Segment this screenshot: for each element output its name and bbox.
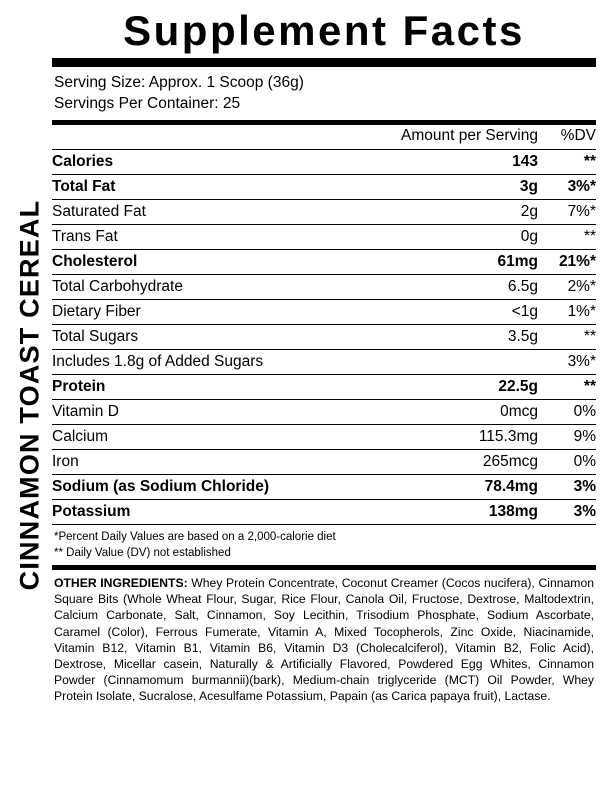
row-dv: 3%* xyxy=(538,174,596,199)
row-name: Iron xyxy=(52,449,350,474)
row-amount: 138mg xyxy=(350,499,538,524)
row-amount: <1g xyxy=(350,299,538,324)
header-amount: Amount per Serving xyxy=(350,125,538,150)
row-name: Trans Fat xyxy=(52,224,350,249)
row-amount xyxy=(350,349,538,374)
row-amount: 265mcg xyxy=(350,449,538,474)
row-name: Protein xyxy=(52,374,350,399)
row-amount: 78.4mg xyxy=(350,474,538,499)
row-dv: ** xyxy=(538,149,596,174)
row-dv: 3% xyxy=(538,474,596,499)
table-header-row xyxy=(52,125,596,150)
other-ingredients-label: OTHER INGREDIENTS: xyxy=(54,576,188,591)
row-amount: 0g xyxy=(350,224,538,249)
row-dv: 3%* xyxy=(538,349,596,374)
table-row xyxy=(52,249,596,274)
table-row xyxy=(52,199,596,224)
row-name: Total Carbohydrate xyxy=(52,274,350,299)
footnote-dv-not-established: ** Daily Value (DV) not established xyxy=(54,546,231,559)
row-amount: 22.5g xyxy=(350,374,538,399)
row-name: Cholesterol xyxy=(52,249,350,274)
row-name: Dietary Fiber xyxy=(52,299,350,324)
servings-per-container: Servings Per Container: 25 xyxy=(54,95,241,113)
row-amount: 61mg xyxy=(350,249,538,274)
row-dv: ** xyxy=(538,224,596,249)
row-name: Calcium xyxy=(52,424,350,449)
serving-size: Serving Size: Approx. 1 Scoop (36g) xyxy=(54,73,304,91)
facts-panel xyxy=(52,8,596,782)
table-row xyxy=(52,424,596,449)
footnote-daily-value: *Percent Daily Values are based on a 2,000-calorie diet xyxy=(54,530,336,543)
table-row xyxy=(52,324,596,349)
table-row xyxy=(52,149,596,174)
footnotes xyxy=(52,525,596,566)
row-dv: 7%* xyxy=(538,199,596,224)
row-dv: ** xyxy=(538,374,596,399)
table-row xyxy=(52,299,596,324)
table-row xyxy=(52,349,596,374)
row-name: Total Sugars xyxy=(52,324,350,349)
table-row xyxy=(52,474,596,499)
row-amount: 0mcg xyxy=(350,399,538,424)
row-dv: 9% xyxy=(538,424,596,449)
row-amount: 3g xyxy=(350,174,538,199)
product-name-text: CINNAMON TOAST CEREAL xyxy=(14,199,45,591)
other-ingredients-text: Whey Protein Concentrate, Coconut Creamer (Cocos nucifera), Cinnamon Square Bits (Whole Wheat Flour, Sugar, Rice Flour, Canola Oil, Fructose, Dextrose, Maltodextrin, Calcium Carbonate, Salt, Cinnamon, Soy Lecithin, Trisodium Phosphate, Sodium Ascorbate, Caramel (Color), Ferrous Fumerate, Vitamin A, Mixed Tocopherols, Zinc Oxide, Niacinamide, Vitamin B12, Vitamin B1, Vitamin B6, Vitamin D3 (Cholecalciferol), Vitamin B2, Folic Acid), Dextrose, Micellar casein, Naturally & Artificially Flavored, Powdered Egg Whites, Cinnamon Powder (Cinnamomum burmannii)(bark), Medium-chain triglyceride (MCT) Oil Powder, Whey Protein Isolate, Sucralose, Acesulfame Potassium, Papain (as Carica papaya fruit), Lactase. xyxy=(54,576,594,703)
nutrition-table xyxy=(52,125,596,525)
row-dv: 0% xyxy=(538,449,596,474)
row-dv: 2%* xyxy=(538,274,596,299)
row-dv: 21%* xyxy=(538,249,596,274)
row-name: Includes 1.8g of Added Sugars xyxy=(52,349,350,374)
header-dv: %DV xyxy=(538,125,596,150)
table-row xyxy=(52,374,596,399)
header-blank xyxy=(52,125,350,150)
row-dv: 1%* xyxy=(538,299,596,324)
row-name: Sodium (as Sodium Chloride) xyxy=(52,474,350,499)
divider-title xyxy=(52,58,596,67)
row-name: Potassium xyxy=(52,499,350,524)
table-row xyxy=(52,174,596,199)
row-amount: 2g xyxy=(350,199,538,224)
row-amount: 3.5g xyxy=(350,324,538,349)
row-amount: 115.3mg xyxy=(350,424,538,449)
row-dv: 3% xyxy=(538,499,596,524)
row-name: Saturated Fat xyxy=(52,199,350,224)
table-row xyxy=(52,274,596,299)
row-name: Total Fat xyxy=(52,174,350,199)
row-amount: 143 xyxy=(350,149,538,174)
row-name: Vitamin D xyxy=(52,399,350,424)
table-row xyxy=(52,399,596,424)
table-row xyxy=(52,499,596,524)
row-amount: 6.5g xyxy=(350,274,538,299)
other-ingredients xyxy=(52,570,596,704)
product-name-vertical xyxy=(8,8,52,782)
row-dv: 0% xyxy=(538,399,596,424)
page-title: Supplement Facts xyxy=(123,7,525,54)
table-row xyxy=(52,224,596,249)
table-row xyxy=(52,449,596,474)
row-dv: ** xyxy=(538,324,596,349)
row-name: Calories xyxy=(52,149,350,174)
serving-info xyxy=(52,67,596,120)
